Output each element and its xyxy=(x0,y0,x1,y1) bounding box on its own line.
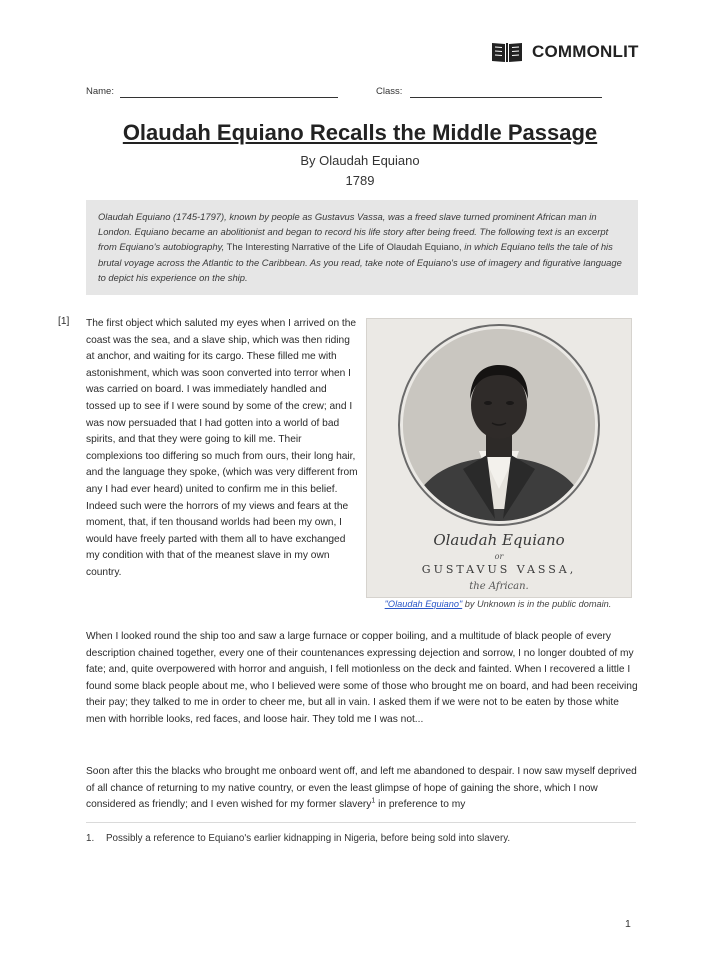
intro-book-title: The Interesting Narrative of the Life of Olaudah Equiano, xyxy=(224,241,462,253)
intro-box xyxy=(86,200,638,295)
intro-text-1: Olaudah Equiano (1745-1797), known by people as Gustavus Vassa, was a freed slave turned prominent African man in London. Equiano became an abolitionist and began to record his life story after being freed. The following text is an excerpt from Equiano's autobiography, xyxy=(98,211,609,253)
name-label: Name: xyxy=(86,86,114,97)
brand-name: COMMONLIT xyxy=(532,42,639,61)
paragraph-1: The first object which saluted my eyes when I arrived on the coast was the sea, and a slave ship, which was then riding at anchor, and waiting for its cargo. These filled me with astonishment, which was soon converted into terror when I was carried on board. I was immediately handled and tossed up to see if I were sound by some of the crew; and I was now persuaded that I had gotten into a world of bad spirits, and that they were going to kill me. Their complexions too differing so much from ours, their long hair, and the language they spoke, (which was very different from any I had ever heard) united to confirm me in this belief. Indeed such were the horrors of my views and fears at the moment, that, if ten thousand worlds had been my own, I would have freely parted with them all to have exchanged my condition with that of the meanest slave in my own country. xyxy=(86,318,358,578)
paragraph-3 xyxy=(86,764,638,814)
paragraph-2: When I looked round the ship too and saw a large furnace or copper boiling, and a multitude of black people of every description chained together, every one of their countenances expressing dejection and sorrow, I no longer doubted of my fate; and, quite overpowered with horror and anguish, I fell motionless on the deck and fainted. When I recovered a little I found some black people about me, who I believed were some of those who brought me on board, and had been receiving their pay; they talked to me in order to cheer me, but all in vain. I asked them if we were not to be eaten by those white men with horrible looks, red faces, and loose hair. They told me I was not... xyxy=(86,631,638,725)
paragraph-3-text: Soon after this the blacks who brought me onboard went off, and left me abandoned to despair. I now saw myself deprived of all chance of returning to my native country, or even the least glimpse of hope of gaining the shore, which I now considered as friendly; and I even wished for my former slavery xyxy=(86,766,637,811)
paragraph-3-tail: in preference to my xyxy=(375,799,466,811)
footnote-text: Possibly a reference to Equiano's earlier kidnapping in Nigeria, before being sold into slavery. xyxy=(106,833,511,844)
paragraph-number: [1] xyxy=(58,316,70,327)
intro-text-2: in which Equiano tells the tale of his brutal voyage across the Atlantic to the Caribbean. As you read, take note of Equiano's use of imagery and figurative language to depict his experience on the ship. xyxy=(98,241,622,283)
footnote-ref[interactable]: 1 xyxy=(371,797,376,805)
portrait-image xyxy=(366,318,632,598)
footnote xyxy=(86,833,636,844)
image-caption xyxy=(366,598,630,611)
page-title: Olaudah Equiano Recalls the Middle Passage xyxy=(122,120,598,145)
engraved-alias: GUSTAVUS VASSA, xyxy=(421,563,577,576)
author-byline: By Olaudah Equiano xyxy=(300,153,420,168)
caption-text: by Unknown is in the public domain. xyxy=(462,599,612,609)
caption-link[interactable]: "Olaudah Equiano" xyxy=(384,599,463,609)
engraved-sub: the African. xyxy=(469,581,529,592)
commonlit-logo[interactable] xyxy=(490,40,639,64)
engraved-name: Olaudah Equiano xyxy=(433,531,565,549)
footnote-number: 1. xyxy=(86,833,95,844)
page-number: 1 xyxy=(625,918,631,930)
class-field[interactable] xyxy=(410,97,602,98)
footnote-divider xyxy=(86,822,636,823)
class-label: Class: xyxy=(376,86,403,97)
name-field[interactable] xyxy=(120,97,338,98)
publication-year: 1789 xyxy=(345,173,375,188)
open-book-icon xyxy=(490,40,524,64)
engraved-or: or xyxy=(494,552,504,561)
